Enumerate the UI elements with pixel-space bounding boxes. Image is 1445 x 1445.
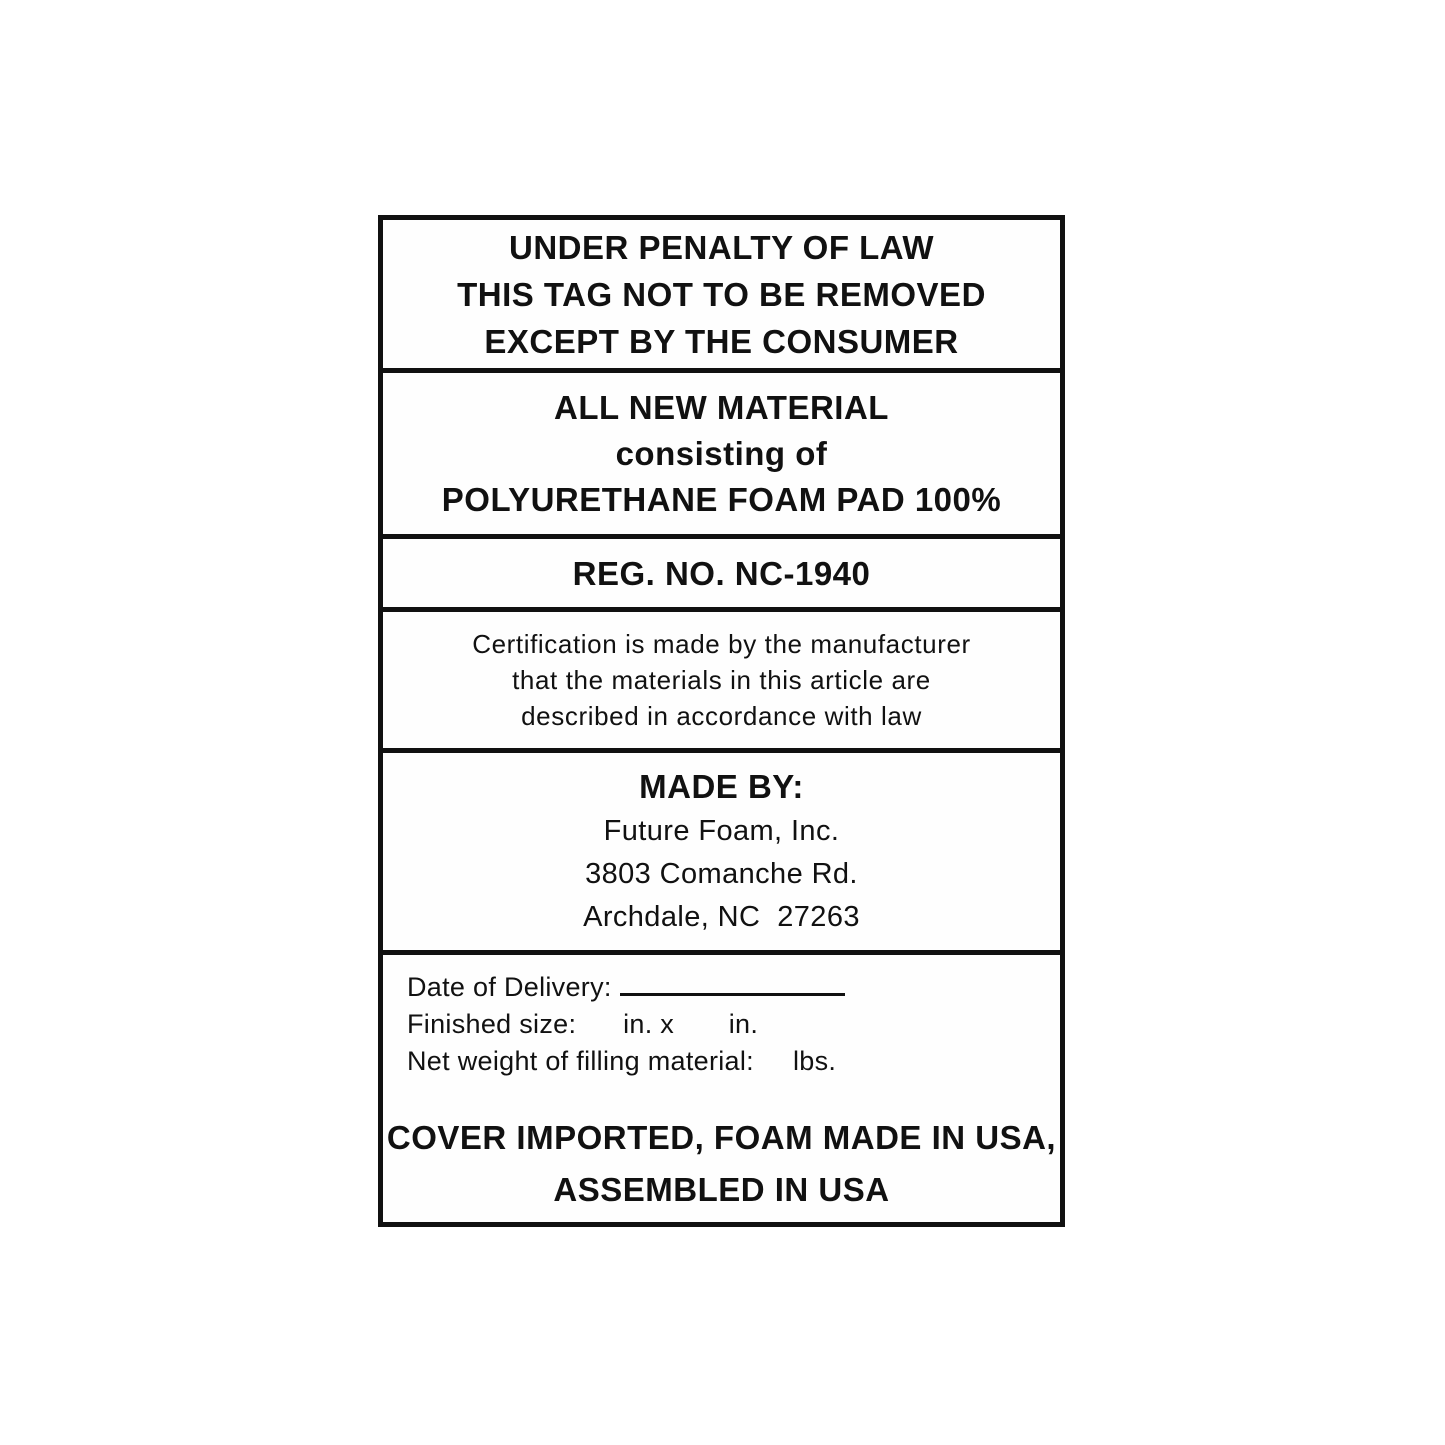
section-penalty	[383, 220, 1060, 373]
section-reg-no	[383, 539, 1060, 612]
date-of-delivery-blank-line	[620, 991, 845, 996]
finished-size-line: Finished size: in. x in.	[407, 1009, 759, 1039]
made-by-city-state-zip: Archdale, NC 27263	[583, 901, 860, 933]
origin-statement-line-1: COVER IMPORTED, FOAM MADE IN USA,	[386, 1119, 1057, 1156]
penalty-line-3: EXCEPT BY THE CONSUMER	[484, 322, 959, 360]
certification-line-2: that the materials in this article are	[512, 665, 931, 695]
section-made-by	[383, 753, 1060, 955]
section-details	[383, 955, 1060, 1222]
made-by-company: Future Foam, Inc.	[603, 815, 840, 847]
section-material	[383, 373, 1060, 539]
origin-statement-line-2: ASSEMBLED IN USA	[553, 1171, 890, 1208]
net-weight-line: Net weight of filling material: lbs.	[407, 1046, 837, 1076]
penalty-line-1: UNDER PENALTY OF LAW	[509, 228, 934, 266]
material-line-3: POLYURETHANE FOAM PAD 100%	[441, 480, 1002, 518]
material-line-1: ALL NEW MATERIAL	[554, 388, 889, 426]
penalty-line-2: THIS TAG NOT TO BE REMOVED	[457, 275, 986, 313]
certification-line-3: described in accordance with law	[521, 701, 922, 731]
reg-no-text: REG. NO. NC-1940	[572, 554, 871, 592]
made-by-heading: MADE BY:	[639, 768, 804, 805]
section-certification	[383, 612, 1060, 753]
made-by-street: 3803 Comanche Rd.	[585, 858, 858, 890]
origin-statement	[383, 1112, 1060, 1216]
certification-line-1: Certification is made by the manufacturer	[472, 629, 971, 659]
law-label	[378, 215, 1065, 1227]
date-of-delivery-label: Date of Delivery:	[407, 972, 612, 1002]
material-line-2: consisting of	[615, 434, 828, 472]
date-of-delivery-line	[383, 969, 1060, 1006]
